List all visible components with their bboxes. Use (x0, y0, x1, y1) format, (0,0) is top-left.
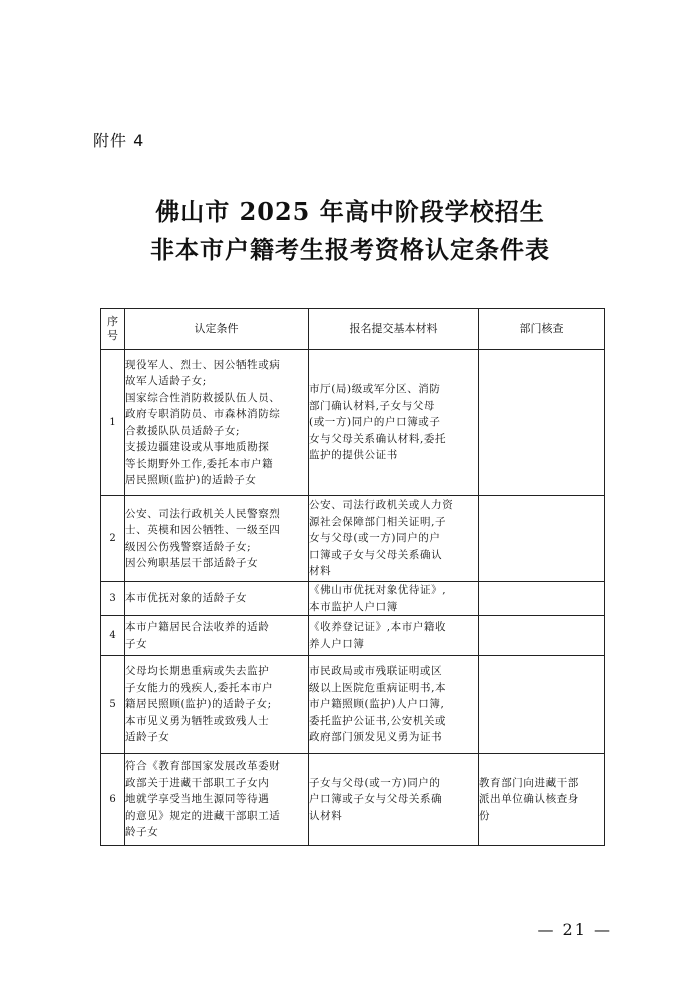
row-condition-line: 故军人适龄子女; (125, 375, 207, 387)
row-materials-cell (309, 656, 479, 754)
row-materials-line: 认材料 (309, 809, 343, 822)
row-materials-cell (309, 350, 479, 496)
row-condition-line: 本市见义勇为牺牲或致残人士 (125, 714, 270, 727)
row-materials-line: 公安、司法行政机关或人力资 (309, 499, 454, 512)
row-department-cell (479, 582, 605, 616)
row-condition-line: 支援边疆建设或从事地质勘探 (125, 441, 270, 453)
row-condition-line: 因公殉职基层干部适龄子女 (125, 557, 259, 569)
document-title-line2: 非本市户籍考生报考资格认定条件表 (150, 235, 550, 264)
row-condition-cell (125, 582, 309, 616)
row-materials-cell (309, 616, 479, 656)
row-condition-cell (125, 616, 309, 656)
row-condition-line: 的意见》规定的进藏干部职工适 (125, 809, 281, 822)
row-department-line: 份 (479, 809, 491, 822)
row-condition-line: 适龄子女 (125, 731, 170, 744)
row-condition-line: 父母均长期患重病或失去监护 (125, 665, 270, 678)
row-condition-line: 子女能力的残疾人,委托本市户 (125, 681, 274, 694)
row-condition-line: 地就学享受当地生源同等待遇 (125, 793, 270, 806)
row-materials-line: 委托监护公证书,公安机关或 (309, 714, 447, 727)
row-department-line: 教育部门向进藏干部 (479, 776, 579, 789)
row-condition-line: 龄子女 (125, 826, 159, 839)
row-condition-line: 本市优抚对象的适龄子女 (125, 592, 248, 605)
page-number: — 21 — (537, 920, 612, 939)
row-condition-line: 士、英模和因公牺牲、一级至四 (125, 524, 281, 536)
row-materials-line: 市民政局或市残联证明或区 (309, 665, 443, 678)
row-materials-line: 监护的提供公证书 (309, 449, 398, 462)
row-condition-line: 子女 (125, 637, 148, 650)
row-materials-line: 材料 (309, 565, 332, 578)
row-department-line: 派出单位确认核查身 (479, 793, 579, 806)
row-materials-line: 女与父母(或一方)同户的户 (309, 532, 441, 545)
header-serial-line1: 序 (107, 315, 118, 328)
document-title-line1: 佛山市 2025 年高中阶段学校招生 (155, 197, 545, 226)
row-condition-line: 本市户籍居民合法收养的适龄 (125, 621, 270, 633)
row-materials-line: 市厅(局)级或军分区、消防 (309, 383, 441, 396)
row-materials-line: 口簿或子女与父母关系确认 (309, 548, 443, 561)
row-condition-line: 级因公伤残警察适龄子女; (125, 540, 252, 553)
row-serial-number: 3 (101, 582, 125, 616)
row-condition-line: 符合《教育部国家发展改革委财 (125, 760, 281, 773)
table-row (101, 350, 605, 496)
row-materials-line: 养人户口簿 (309, 637, 365, 650)
row-department-cell (479, 616, 605, 656)
row-condition-cell (125, 656, 309, 754)
row-serial-number: 2 (101, 496, 125, 582)
row-materials-line: 本市监护人户口簿 (309, 600, 398, 613)
row-condition-line: 国家综合性消防救援队伍人员、 (125, 391, 281, 404)
row-materials-cell (309, 496, 479, 582)
row-serial-number: 4 (101, 616, 125, 656)
header-serial-line2: 号 (107, 329, 118, 342)
row-serial-number: 5 (101, 656, 125, 754)
row-materials-line: 户口簿或子女与父母关系确 (309, 793, 443, 806)
row-condition-line: 现役军人、烈士、因公牺牲或病 (125, 358, 281, 371)
row-condition-line: 合救援队队员适龄子女; (125, 424, 241, 437)
row-materials-line: 级以上医院危重病证明书,本 (309, 681, 447, 694)
row-department-cell (479, 656, 605, 754)
header-materials: 报名提交基本材料 (309, 309, 479, 350)
row-condition-line: 政部关于进藏干部职工子女内 (125, 776, 270, 789)
table-row (101, 496, 605, 582)
row-department-cell (479, 350, 605, 496)
table-row (101, 616, 605, 656)
header-department: 部门核查 (479, 309, 605, 350)
attachment-label: 附件 4 (93, 131, 145, 150)
row-materials-cell (309, 754, 479, 846)
row-materials-line: 《佛山市优抚对象优待证》, (309, 584, 447, 596)
row-condition-line: 籍居民照顾(监护)的适龄子女; (125, 698, 272, 711)
row-serial-number: 6 (101, 754, 125, 846)
row-materials-line: 《收养登记证》,本市户籍收 (309, 621, 447, 633)
row-condition-line: 政府专职消防员、市森林消防综 (125, 408, 281, 420)
table-header-row (101, 309, 605, 350)
row-materials-line: 市户籍照顾(监护)人户口簿, (309, 698, 445, 711)
row-materials-line: 政府部门颁发见义勇为证书 (309, 731, 443, 744)
row-department-cell (479, 754, 605, 846)
row-materials-line: 源社会保障部门相关证明,子 (309, 515, 447, 528)
row-condition-line: 等长期野外工作,委托本市户籍 (125, 457, 274, 470)
row-materials-line: (或一方)同户的户口簿或子 (309, 416, 441, 429)
row-condition-cell (125, 496, 309, 582)
eligibility-table (100, 308, 605, 846)
row-materials-line: 部门确认材料,子女与父母 (309, 399, 436, 412)
header-condition: 认定条件 (125, 309, 309, 350)
table-row (101, 754, 605, 846)
row-materials-cell (309, 582, 479, 616)
row-condition-line: 公安、司法行政机关人民警察烈 (125, 507, 281, 520)
table-row (101, 582, 605, 616)
row-condition-cell (125, 754, 309, 846)
header-serial-number (101, 309, 125, 350)
row-serial-number: 1 (101, 350, 125, 496)
row-condition-cell (125, 350, 309, 496)
row-condition-line: 居民照顾(监护)的适龄子女 (125, 474, 257, 486)
table-row (101, 656, 605, 754)
row-department-cell (479, 496, 605, 582)
row-materials-line: 子女与父母(或一方)同户的 (309, 776, 441, 789)
row-materials-line: 女与父母关系确认材料,委托 (309, 432, 447, 445)
